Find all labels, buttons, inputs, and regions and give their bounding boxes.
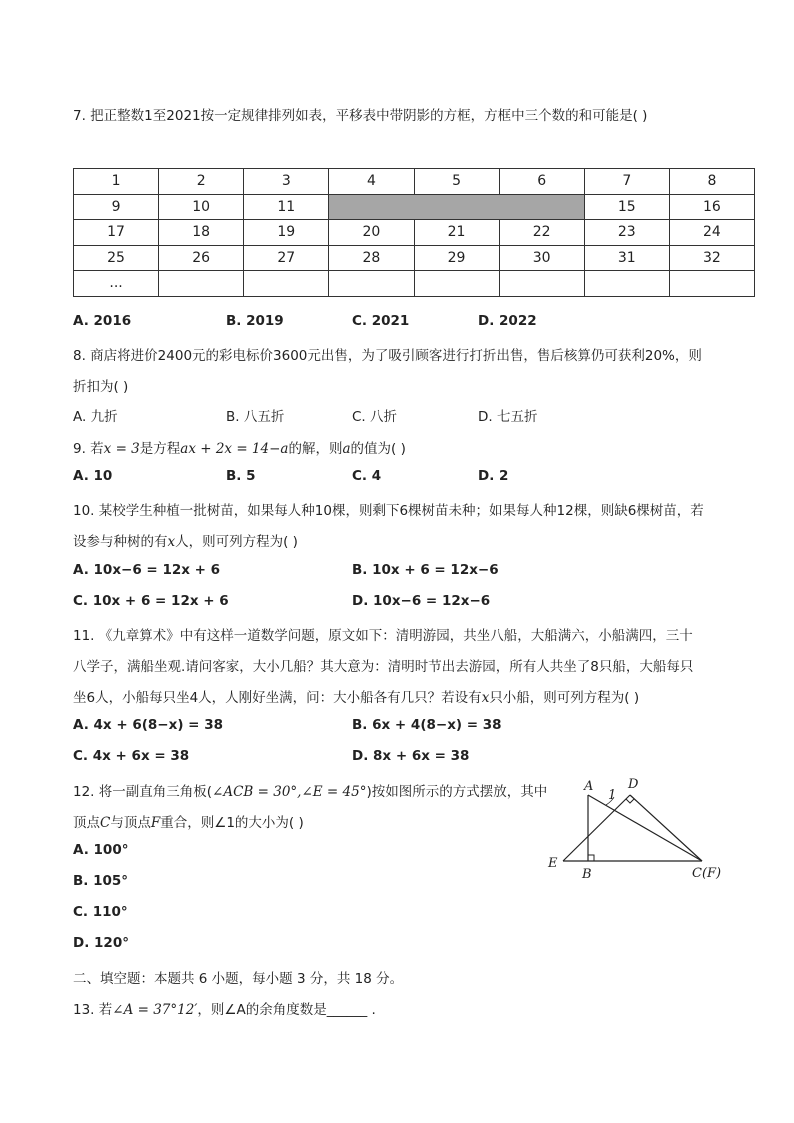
q7-option-c: C. 2021 xyxy=(352,313,410,329)
table-cell: 8 xyxy=(669,169,754,195)
table-cell: 9 xyxy=(74,194,159,220)
q9-text-1: 9. 若 xyxy=(73,441,104,457)
table-cell: 1 xyxy=(74,169,159,195)
q8-option-b: B. 八五折 xyxy=(226,409,285,425)
q9-stem xyxy=(73,437,406,457)
q10-text-2: 人，则可列方程为( ) xyxy=(175,534,298,550)
q10-line2 xyxy=(73,530,298,550)
number-table xyxy=(73,168,755,297)
q12-line1 xyxy=(73,780,547,800)
table-cell: 15 xyxy=(584,194,669,220)
q11-option-a: A. 4x + 6(8−x) = 38 xyxy=(73,717,223,733)
q12-option-c: C. 110° xyxy=(73,904,128,920)
table-cell: 25 xyxy=(74,245,159,271)
table-cell: ... xyxy=(74,271,159,297)
table-cell: 29 xyxy=(414,245,499,271)
segment-ed xyxy=(563,795,630,861)
q7-option-b: B. 2019 xyxy=(226,313,284,329)
q8-option-a: A. 九折 xyxy=(73,409,118,425)
q9-option-b: B. 5 xyxy=(226,468,256,484)
table-row xyxy=(74,169,755,195)
q13-text-2: ，则∠A的余角度数是 xyxy=(197,1002,327,1018)
right-angle-b xyxy=(588,855,594,861)
q12-option-b: B. 105° xyxy=(73,873,129,889)
table-cell xyxy=(584,271,669,297)
q12-math-f: F xyxy=(150,815,161,831)
table-cell: 19 xyxy=(244,220,329,246)
label-a: A xyxy=(584,779,594,794)
q10-option-a: A. 10x−6 = 12x + 6 xyxy=(73,562,221,578)
q8-option-d: D. 七五折 xyxy=(478,409,538,425)
table-cell: 7 xyxy=(584,169,669,195)
table-cell: 16 xyxy=(669,194,754,220)
table-row xyxy=(74,271,755,297)
q11-math-x: x xyxy=(481,690,490,706)
table-cell: 22 xyxy=(499,220,584,246)
table-cell: 32 xyxy=(669,245,754,271)
q11-option-c: C. 4x + 6x = 38 xyxy=(73,748,190,764)
table-cell: 24 xyxy=(669,220,754,246)
q8-line1: 8. 商店将进价2400元的彩电标价3600元出售，为了吸引顾客进行打折出售，售后核算仍可获利20%，则 xyxy=(73,348,702,364)
q9-text-4: 的值为( ) xyxy=(350,441,406,457)
label-e: E xyxy=(548,856,558,871)
table-cell: 2 xyxy=(159,169,244,195)
q9-math-2: ax + 2x = 14−a xyxy=(180,441,289,457)
table-cell: 11 xyxy=(244,194,329,220)
triangle-figure xyxy=(540,775,730,885)
q12-option-d: D. 120° xyxy=(73,935,129,951)
q10-line1: 10. 某校学生种植一批树苗，如果每人种10棵，则剩下6棵树苗未种；如果每人种12棵，则缺6棵树苗，若 xyxy=(73,503,704,519)
table-cell: 20 xyxy=(329,220,414,246)
q13-stem xyxy=(73,998,376,1018)
table-cell xyxy=(669,271,754,297)
table-cell: 3 xyxy=(244,169,329,195)
shaded-box xyxy=(329,194,584,220)
label-d: D xyxy=(628,777,639,792)
section-2-heading: 二、填空题：本题共 6 小题，每小题 3 分，共 18 分。 xyxy=(73,971,404,987)
q12-math-angles: ∠ACB = 30°,∠E = 45° xyxy=(212,784,367,800)
q9-option-a: A. 10 xyxy=(73,468,113,484)
q9-option-d: D. 2 xyxy=(478,468,509,484)
q12-text-5: 重合，则∠1的大小为( ) xyxy=(160,815,304,831)
q12-line2 xyxy=(73,811,304,831)
q11-option-b: B. 6x + 4(8−x) = 38 xyxy=(352,717,502,733)
q13-math-1: ∠A = 37°12′ xyxy=(112,1002,198,1018)
q10-option-b: B. 10x + 6 = 12x−6 xyxy=(352,562,499,578)
q12-text-3: 顶点 xyxy=(73,815,100,831)
q9-text-3: 的解，则 xyxy=(288,441,343,457)
q11-line3 xyxy=(73,686,639,706)
table-cell: 31 xyxy=(584,245,669,271)
q7-option-a: A. 2016 xyxy=(73,313,132,329)
table-cell: 17 xyxy=(74,220,159,246)
right-angle-d xyxy=(626,799,634,803)
q9-text-2: 是方程 xyxy=(139,441,181,457)
table-row xyxy=(74,245,755,271)
q12-option-a: A. 100° xyxy=(73,842,129,858)
q11-text-2: 只小船，则可列方程为( ) xyxy=(489,690,640,706)
q12-text-1: 12. 将一副直角三角板( xyxy=(73,784,213,800)
table-cell: 21 xyxy=(414,220,499,246)
q11-line2: 八学子，满船坐观.请问客家，大小几船？其大意为：清明时节出去游园，所有人共坐了8只船，大船每只 xyxy=(73,659,694,675)
table-cell: 4 xyxy=(329,169,414,195)
table-cell: 27 xyxy=(244,245,329,271)
q10-text-1: 设参与种树的有 xyxy=(73,534,168,550)
q8-line2: 折扣为( ) xyxy=(73,379,129,395)
q12-math-c: C xyxy=(100,815,111,831)
table-cell: 18 xyxy=(159,220,244,246)
label-angle-1: 1 xyxy=(608,788,617,803)
q9-math-1: x = 3 xyxy=(103,441,140,457)
table-cell: 5 xyxy=(414,169,499,195)
q11-line1: 11. 《九章算术》中有这样一道数学问题，原文如下：清明游园，共坐八船，大船满六，小船满四，三十 xyxy=(73,628,693,644)
q9-option-c: C. 4 xyxy=(352,468,382,484)
q10-option-d: D. 10x−6 = 12x−6 xyxy=(352,593,491,609)
q12-text-4: 与顶点 xyxy=(110,815,151,831)
q13-text-1: 13. 若 xyxy=(73,1002,113,1018)
q9-math-3: a xyxy=(342,441,351,457)
q11-option-d: D. 8x + 6x = 38 xyxy=(352,748,470,764)
table-row xyxy=(74,220,755,246)
q12-text-2: )按如图所示的方式摆放，其中 xyxy=(366,784,548,800)
q13-text-3: . xyxy=(367,1002,376,1018)
label-cf: C(F) xyxy=(692,866,722,881)
table-cell xyxy=(414,271,499,297)
label-b: B xyxy=(582,867,592,882)
table-cell: 23 xyxy=(584,220,669,246)
q7-option-d: D. 2022 xyxy=(478,313,537,329)
q11-text-1: 坐6人，小船每只坐4人，人刚好坐满，问：大小船各有几只？若设有 xyxy=(73,690,482,706)
table-cell: 30 xyxy=(499,245,584,271)
table-cell xyxy=(329,271,414,297)
segment-ac xyxy=(588,795,702,861)
table-cell xyxy=(499,271,584,297)
q7-stem: 7. 把正整数1至2021按一定规律排列如表，平移表中带阴影的方框，方框中三个数的和可能是( ) xyxy=(73,108,648,124)
table-cell: 6 xyxy=(499,169,584,195)
table-cell xyxy=(244,271,329,297)
q8-option-c: C. 八折 xyxy=(352,409,398,425)
q10-option-c: C. 10x + 6 = 12x + 6 xyxy=(73,593,229,609)
table-cell: 10 xyxy=(159,194,244,220)
q10-math-x: x xyxy=(167,534,176,550)
table-cell: 28 xyxy=(329,245,414,271)
table-cell xyxy=(159,271,244,297)
table-row xyxy=(74,194,755,220)
segment-dc xyxy=(630,795,702,861)
table-cell: 26 xyxy=(159,245,244,271)
q13-blank: ______ xyxy=(326,1002,368,1018)
